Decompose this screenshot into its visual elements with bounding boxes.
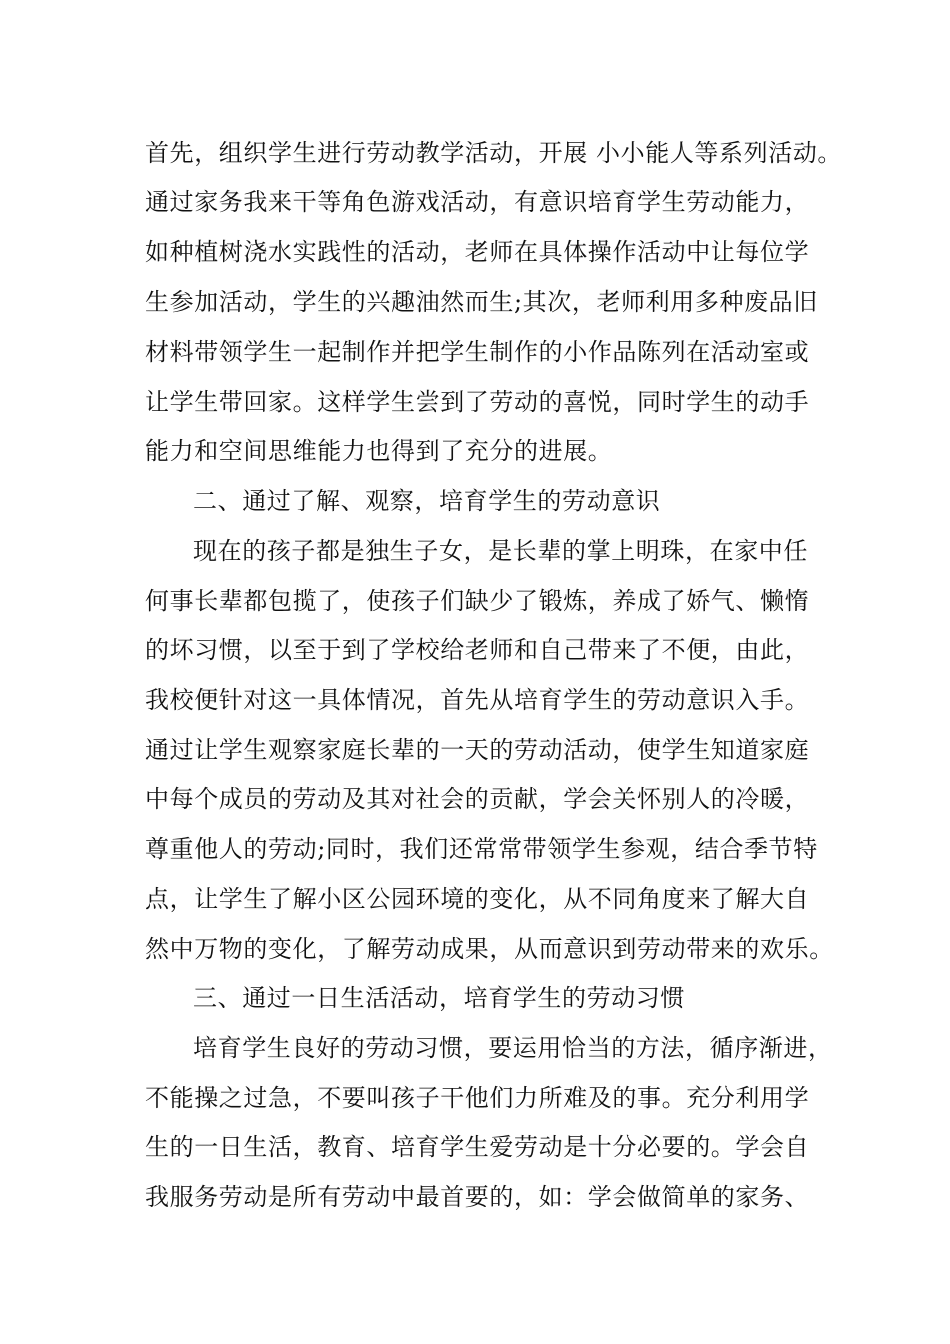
- text-line: 材料带领学生一起制作并把学生制作的小作品陈列在活动室或: [145, 338, 810, 366]
- text-line: 首先，组织学生进行劳动教学活动，开展 小小能人等系列活动。: [145, 139, 843, 167]
- text-line: 中每个成员的劳动及其对社会的贡献，学会关怀别人的冷暖，: [145, 785, 810, 813]
- text-line: 如种植树浇水实践性的活动，老师在具体操作活动中让每位学: [145, 238, 810, 266]
- text-line: 现在的孩子都是独生子女，是长辈的掌上明珠，在家中任: [193, 537, 808, 565]
- text-line: 通过让学生观察家庭长辈的一天的劳动活动，使学生知道家庭: [145, 736, 810, 764]
- text-line: 然中万物的变化，了解劳动成果，从而意识到劳动带来的欢乐。: [145, 935, 834, 963]
- text-line: 我服务劳动是所有劳动中最首要的，如：学会做简单的家务、: [145, 1183, 810, 1211]
- text-line: 让学生带回家。这样学生尝到了劳动的喜悦，同时学生的动手: [145, 388, 810, 416]
- text-line: 能力和空间思维能力也得到了充分的进展。: [145, 437, 613, 465]
- text-line: 的坏习惯，以至于到了学校给老师和自己带来了不便，由此，: [145, 636, 810, 664]
- text-line: 我校便针对这一具体情况，首先从培育学生的劳动意识入手。: [145, 686, 810, 714]
- section-heading: 三、通过一日生活活动，培育学生的劳动习惯: [193, 984, 685, 1012]
- text-line: 培育学生良好的劳动习惯，要运用恰当的方法，循序渐进，: [193, 1034, 833, 1062]
- text-line: 点，让学生了解小区公园环境的变化，从不同角度来了解大自: [145, 885, 810, 913]
- text-line: 尊重他人的劳动;同时，我们还常常带领学生参观，结合季节特: [145, 835, 818, 863]
- text-line: 何事长辈都包揽了，使孩子们缺少了锻炼，养成了娇气、懒惰: [145, 587, 810, 615]
- text-line: 不能操之过急，不要叫孩子干他们力所难及的事。充分利用学: [145, 1084, 810, 1112]
- text-line: 通过家务我来干等角色游戏活动，有意识培育学生劳动能力，: [145, 188, 810, 216]
- text-line: 生参加活动，学生的兴趣油然而生;其次，老师利用多种废品旧: [145, 288, 818, 316]
- section-heading: 二、通过了解、观察，培育学生的劳动意识: [193, 487, 661, 515]
- text-line: 生的一日生活，教育、培育学生爱劳动是十分必要的。学会自: [145, 1133, 810, 1161]
